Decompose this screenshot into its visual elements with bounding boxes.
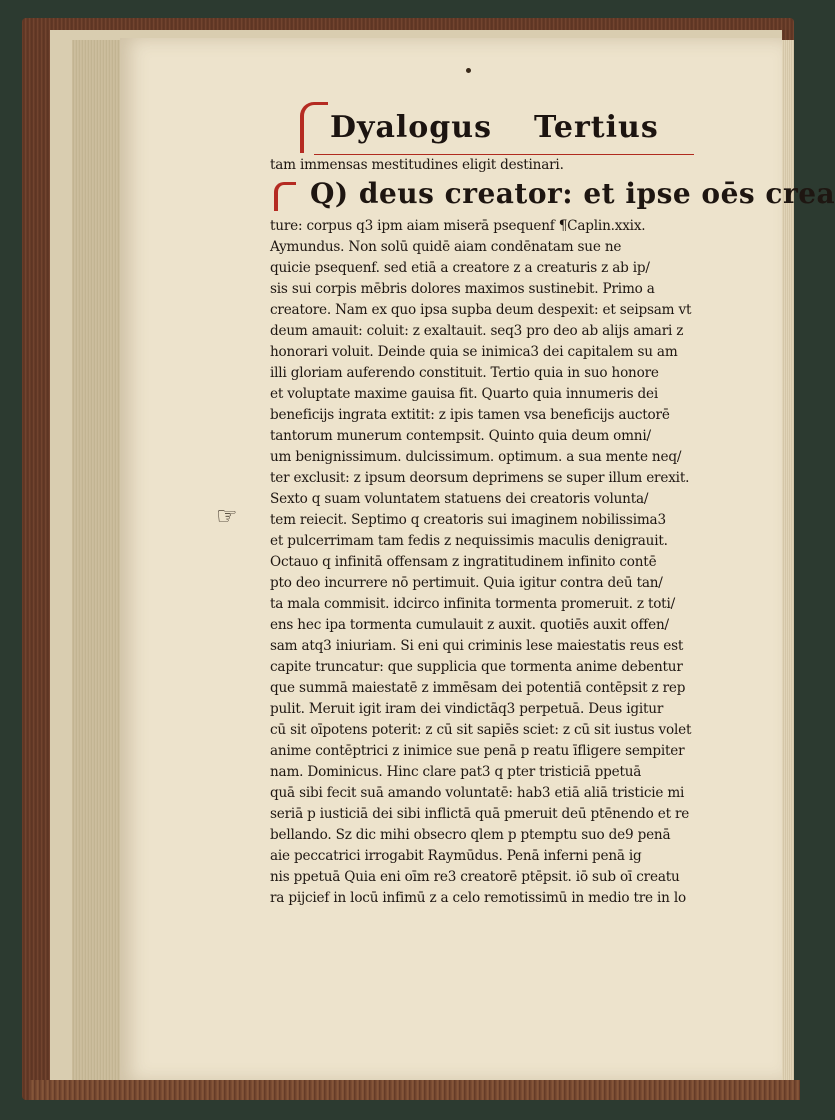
text-line: anime contēptrici z inimice sue penā p reatu īfligere sempiter	[270, 743, 685, 759]
text-line: Aymundus. Non solū quidē aiam condēnatam sue ne	[270, 239, 622, 255]
text-line: pto deo incurrere nō pertimuit. Quia igitur contra deū tan/	[270, 575, 663, 591]
text-line: capite truncatur: que supplicia que tormenta anime debentur	[270, 659, 683, 675]
text-line: illi gloriam auferendo constituit. Tertio quia in suo honore	[270, 365, 659, 381]
chapter-heading-text: Q) deus creator: et ipse oēs crea	[310, 177, 835, 210]
text-line: ta mala commisit. idcirco infinita tormenta promeruit. z toti/	[270, 596, 675, 612]
text-line: um benignissimum. dulcissimum. optimum. a sua mente neq/	[270, 449, 682, 465]
text-line: honorari voluit. Deinde quia se inimica3 dei capitalem su am	[270, 344, 678, 360]
text-line: tem reiecit. Septimo q creatoris sui imaginem nobilissima3	[270, 512, 666, 528]
chapter-heading-line	[270, 176, 835, 216]
text-line: et pulcerrimam tam fedis z nequissimis maculis denigrauit.	[270, 533, 668, 549]
text-line: quā sibi fecit suā amando voluntatē: hab3 etiā aliā tristicie mi	[270, 785, 685, 801]
text-line: sis sui corpis mēbris dolores maximos sustinebit. Primo a	[270, 281, 655, 297]
text-line: creatore. Nam ex quo ipsa supba deum despexit: et seipsam vt	[270, 302, 692, 318]
text-line: pulit. Meruit igit iram dei vindictāq3 perpetuā. Deus igitur	[270, 701, 664, 717]
ink-dot	[466, 68, 471, 73]
text-line: quicie psequenf. sed etiā a creatore z a creaturis z ab ip/	[270, 260, 650, 276]
text-line: nam. Dominicus. Hinc clare pat3 q pter tristiciā ppetuā	[270, 764, 642, 780]
header-left: Dyalogus	[330, 110, 492, 145]
text-line: seriā p iusticiā dei sibi inflictā quā pmeruit deū ptēnendo et re	[270, 806, 690, 822]
text-line: deum amauit: coluit: z exaltauit. seq3 pro deo ab alijs amari z	[270, 323, 684, 339]
text-line: nis ppetuā Quia eni oīm re3 creatorē ptēpsit. iō sub oī creatu	[270, 869, 680, 885]
text-line: bellando. Sz dic mihi obsecro qlem p ptemptu suo de9 penā	[270, 827, 671, 843]
page-edges-left	[72, 40, 124, 1082]
text-line: tantorum munerum contempsit. Quinto quia deum omni/	[270, 428, 651, 444]
text-line: aie peccatrici irrogabit Raymūdus. Penā inferni penā ig	[270, 848, 642, 864]
rubric-flourish-icon	[300, 102, 328, 153]
text-line: et voluptate maxime gauisa fit. Quarto quia innumeris dei	[270, 386, 659, 402]
rubric-mark-icon	[274, 182, 296, 211]
text-line: beneficijs ingrata extitit: z ipis tamen vsa beneficijs auctorē	[270, 407, 670, 423]
running-header	[314, 106, 694, 155]
text-block	[270, 106, 835, 909]
text-line: que summā maiestatē z immēsam dei potentiā contēpsit z rep	[270, 680, 686, 696]
text-line: sam atq3 iniuriam. Si eni qui criminis lese maiestatis reus est	[270, 638, 684, 654]
text-line: Sexto q suam voluntatem statuens dei creatoris volunta/	[270, 491, 649, 507]
header-right: Tertius	[534, 110, 659, 145]
text-line: ture: corpus q3 ipm aiam miserā psequenf ¶Caplin.xxix.	[270, 218, 646, 234]
text-line: ens hec ipa tormenta cumulauit z auxit. quotiēs auxit offen/	[270, 617, 669, 633]
text-line: ra pijcief in locū infimū z a celo remotissimū in medio tre in lo	[270, 890, 686, 906]
text-line: cū sit oīpotens poterit: z cū sit sapiēs sciet: z cū sit iustus volet	[270, 722, 692, 738]
text-line: Octauo q infinitā offensam z ingratitudinem infinito contē	[270, 554, 657, 570]
text-line: tam immensas mestitudines eligit destinari.	[270, 157, 564, 173]
manicule-icon: ☞	[216, 502, 238, 530]
text-line: ter exclusit: z ipsum deorsum deprimens se super illum erexit.	[270, 470, 690, 486]
cover-bottom-edge	[30, 1080, 800, 1100]
